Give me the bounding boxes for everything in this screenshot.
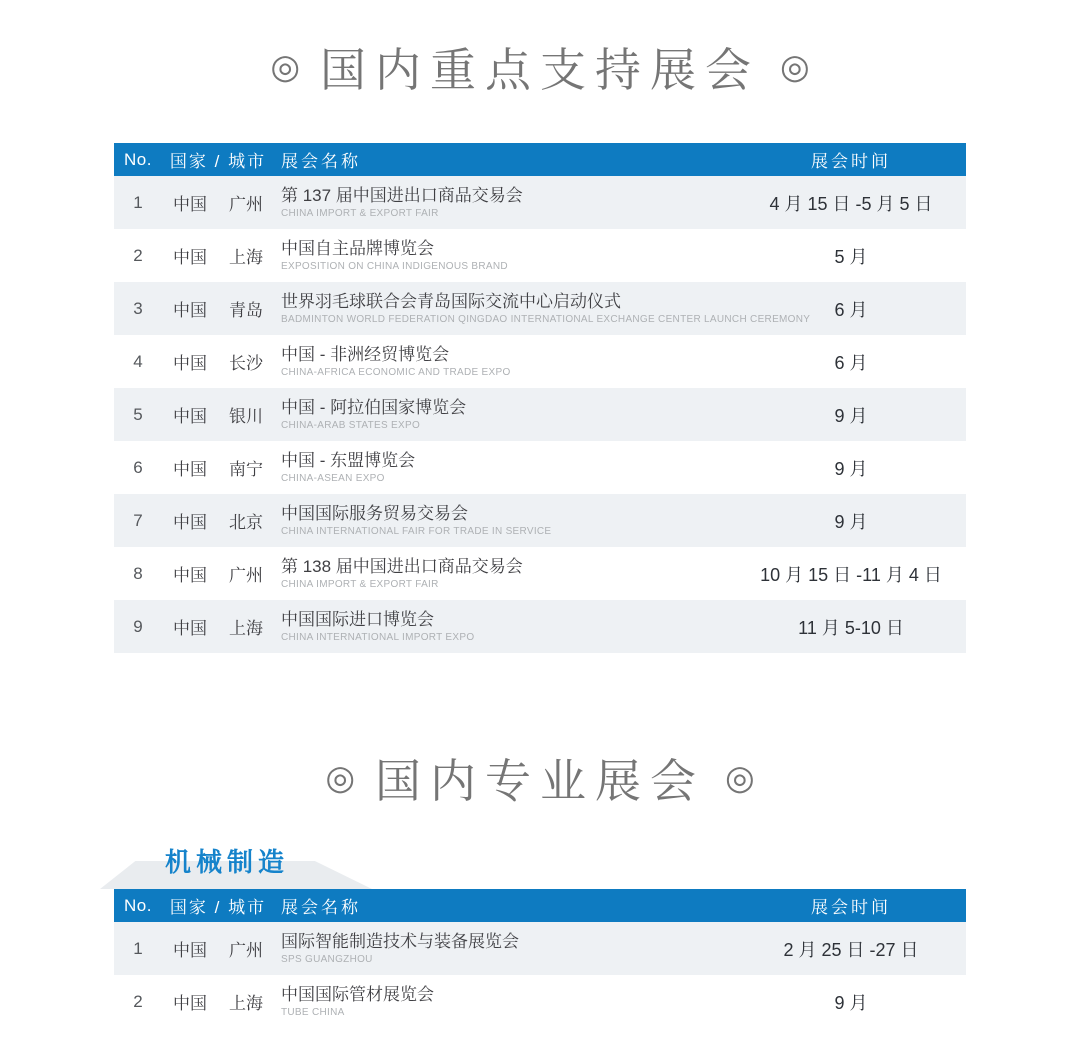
fair-name-zh: 第 137 届中国进出口商品交易会 [281,186,523,205]
table-body [114,176,966,653]
table-body [114,922,966,1028]
fair-name-zh: 中国自主品牌博览会 [281,239,434,258]
row-city: 长沙 [229,354,263,373]
row-city: 广州 [229,941,263,960]
row-city: 上海 [229,248,263,267]
row-country: 中国 [173,941,207,960]
fair-name-zh: 中国国际管材展览会 [281,985,434,1004]
fair-name-zh: 中国国际服务贸易交易会 [281,504,468,523]
machinery-fairs-table [114,889,966,1028]
header-fair-name: 展会名称 [281,152,361,171]
category-banner [114,847,966,889]
row-country: 中国 [173,460,207,479]
row-fair-name [274,239,736,272]
row-fair-time: 9 月 [834,992,868,1013]
fair-name-en: EXPOSITION ON CHINA INDIGENOUS BRAND [281,261,508,272]
header-country-city: 国家 / 城市 [169,152,267,171]
row-country: 中国 [173,354,207,373]
bullseye-icon: ◎ [780,48,810,86]
table-row [114,388,966,441]
row-fair-name [274,186,736,219]
table-row [114,282,966,335]
row-fair-time: 6 月 [834,299,868,320]
row-number: 8 [133,563,143,583]
row-number: 4 [133,351,143,371]
row-fair-name [274,292,811,325]
row-fair-time: 9 月 [834,511,868,532]
section2-title [114,745,966,811]
row-fair-time: 10 月 15 日 -11 月 4 日 [760,564,942,585]
page-content [114,34,966,1028]
row-fair-time: 5 月 [834,246,868,267]
row-city: 北京 [229,513,263,532]
table-row [114,229,966,282]
row-fair-name [274,345,736,378]
row-city: 银川 [229,407,263,426]
row-number: 6 [133,457,143,477]
row-fair-time: 2 月 25 日 -27 日 [783,939,919,960]
row-number: 3 [133,298,143,318]
row-city: 广州 [229,566,263,585]
fair-name-en: CHINA-ARAB STATES EXPO [281,420,421,431]
row-number: 9 [133,616,143,636]
fair-name-en: SPS GUANGZHOU [281,954,373,965]
row-number: 7 [133,510,143,530]
fair-name-zh: 第 138 届中国进出口商品交易会 [281,557,523,576]
fair-name-zh: 世界羽毛球联合会青岛国际交流中心启动仪式 [281,292,621,311]
key-supported-fairs-table [114,143,966,653]
category-label: 机械制造 [165,847,290,877]
header-fair-time: 展会时间 [811,898,891,917]
row-city: 青岛 [229,301,263,320]
row-number: 2 [133,991,143,1011]
fair-name-en: CHINA IMPORT & EXPORT FAIR [281,208,439,219]
header-country-city: 国家 / 城市 [169,898,267,917]
row-fair-time: 9 月 [834,405,868,426]
row-city: 上海 [229,619,263,638]
fair-name-en: CHINA IMPORT & EXPORT FAIR [281,579,439,590]
row-city: 广州 [229,195,263,214]
row-country: 中国 [173,566,207,585]
fair-name-en: CHINA-AFRICA ECONOMIC AND TRADE EXPO [281,367,511,378]
header-no: No. [124,149,152,169]
table-row [114,335,966,388]
table-row [114,547,966,600]
table-row [114,441,966,494]
row-fair-time: 11 月 5-10 日 [798,617,904,638]
row-fair-time: 9 月 [834,458,868,479]
table-row [114,494,966,547]
row-country: 中国 [173,513,207,532]
row-number: 2 [133,245,143,265]
row-country: 中国 [173,994,207,1013]
row-country: 中国 [173,407,207,426]
row-country: 中国 [173,301,207,320]
fair-name-en: BADMINTON WORLD FEDERATION QINGDAO INTERNATIONAL EXCHANGE CENTER LAUNCH CEREMONY [281,314,811,325]
row-fair-name [274,451,736,484]
fair-name-en: CHINA-ASEAN EXPO [281,473,385,484]
section1-title-text: 国内重点支持展会 [320,44,760,96]
row-fair-time: 6 月 [834,352,868,373]
row-number: 1 [133,938,143,958]
row-city: 南宁 [229,460,263,479]
row-fair-name [274,398,736,431]
bullseye-icon: ◎ [270,48,300,86]
fair-name-zh: 国际智能制造技术与装备展览会 [281,932,519,951]
row-fair-name [274,985,736,1018]
row-city: 上海 [229,994,263,1013]
table-row [114,176,966,229]
table-header [114,889,966,922]
section1-title [114,34,966,100]
bullseye-icon: ◎ [325,759,355,797]
header-no: No. [124,895,152,915]
header-fair-time: 展会时间 [811,152,891,171]
fair-name-en: TUBE CHINA [281,1007,345,1018]
row-number: 5 [133,404,143,424]
header-fair-name: 展会名称 [281,898,361,917]
fair-name-zh: 中国 - 非洲经贸博览会 [281,345,450,364]
bullseye-icon: ◎ [725,759,755,797]
table-row [114,975,966,1028]
row-number: 1 [133,192,143,212]
row-fair-name [274,557,736,590]
fair-name-en: CHINA INTERNATIONAL IMPORT EXPO [281,632,475,643]
row-fair-time: 4 月 15 日 -5 月 5 日 [769,193,933,214]
row-fair-name [274,504,736,537]
fair-name-zh: 中国 - 东盟博览会 [281,451,416,470]
row-country: 中国 [173,195,207,214]
fair-name-zh: 中国国际进口博览会 [281,610,434,629]
row-fair-name [274,610,736,643]
table-row [114,922,966,975]
table-row [114,600,966,653]
section2-title-text: 国内专业展会 [375,755,705,807]
row-country: 中国 [173,248,207,267]
fair-name-zh: 中国 - 阿拉伯国家博览会 [281,398,467,417]
row-fair-name [274,932,736,965]
fair-name-en: CHINA INTERNATIONAL FAIR FOR TRADE IN SERVICE [281,526,552,537]
table-header [114,143,966,176]
row-country: 中国 [173,619,207,638]
